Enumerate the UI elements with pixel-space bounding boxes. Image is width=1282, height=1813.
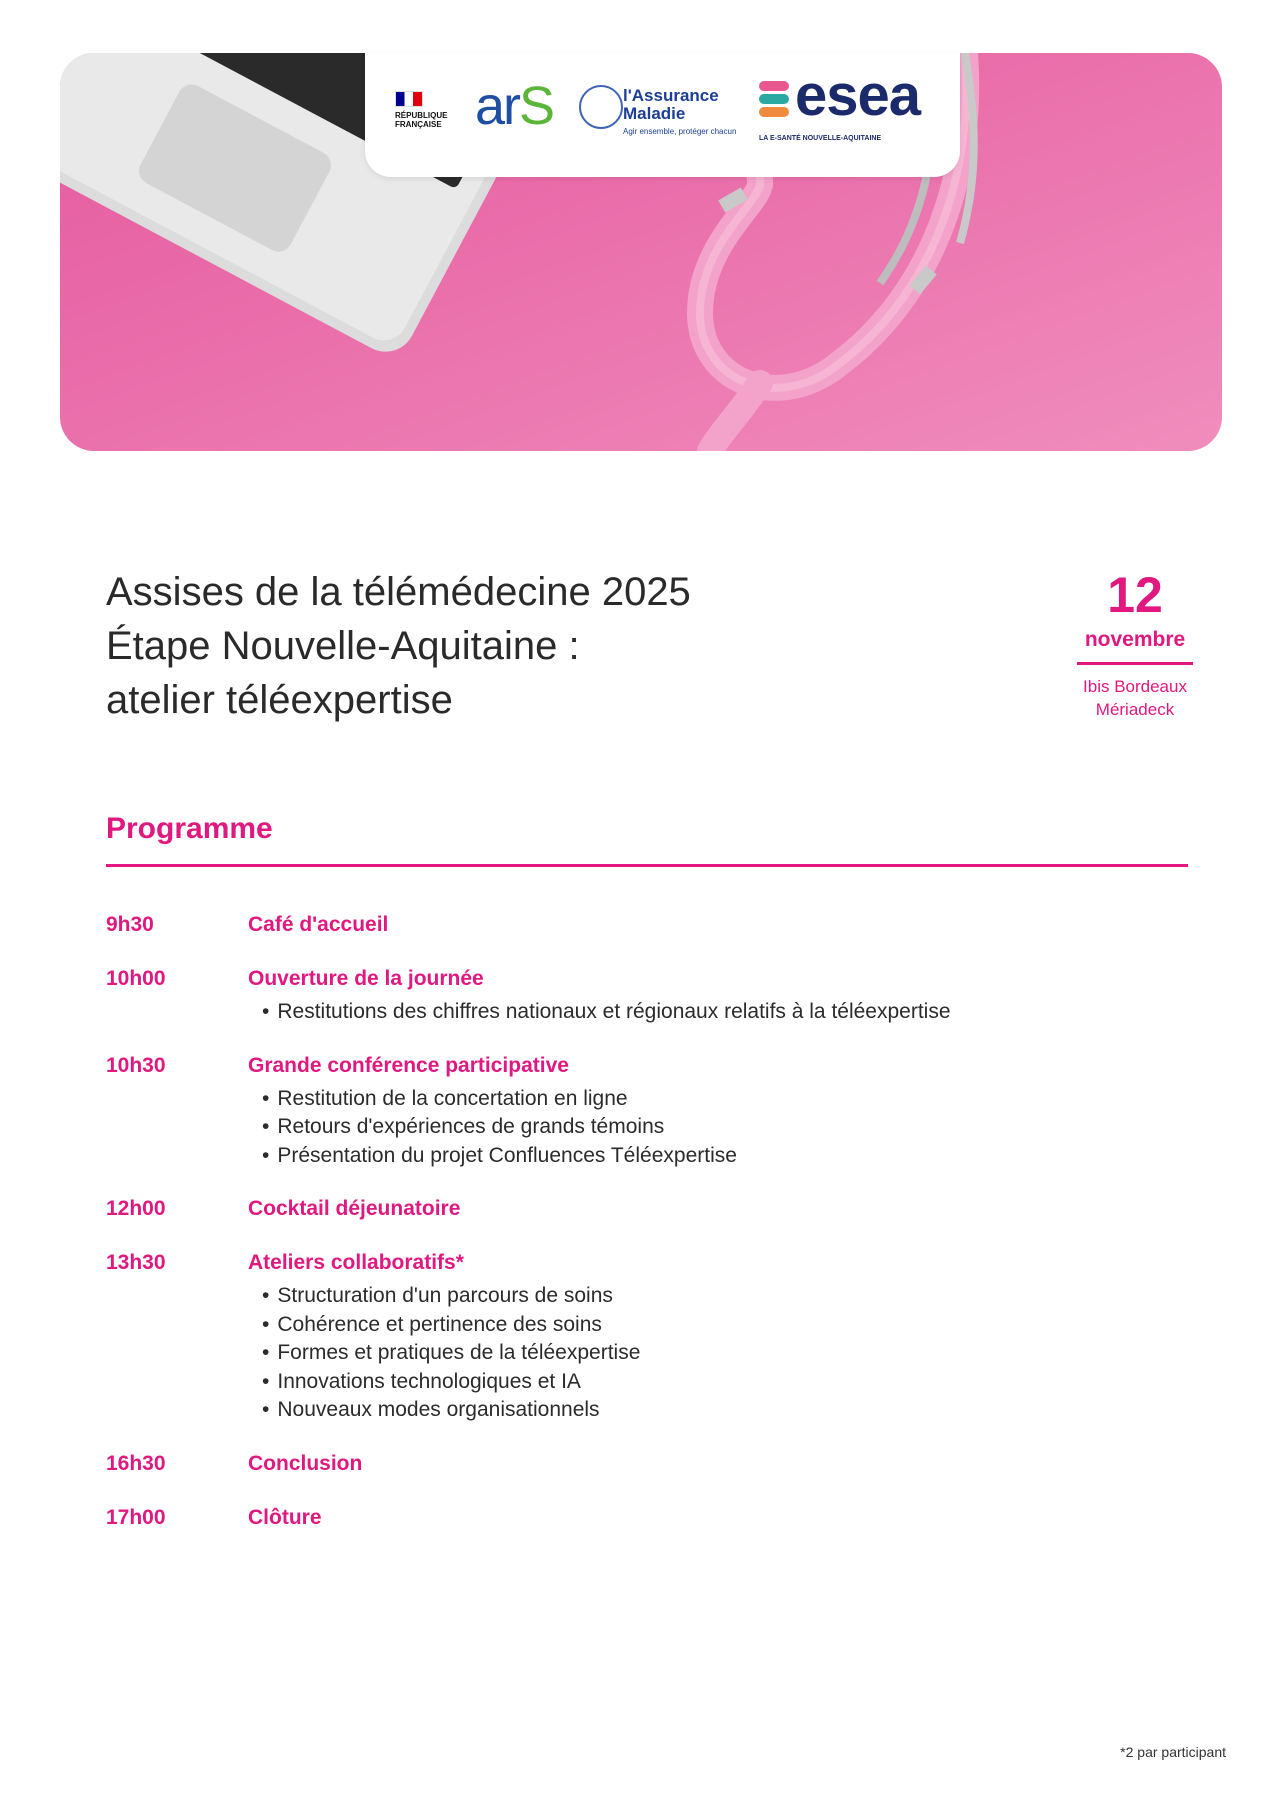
- session-title: Cocktail déjeunatoire: [248, 1197, 461, 1220]
- session-item: • Présentation du projet Confluences Téléexpertise: [248, 1142, 1206, 1171]
- session-item: • Restitutions des chiffres nationaux et régionaux relatifs à la téléexpertise: [248, 998, 1206, 1027]
- title-line-1: Assises de la télémédecine 2025: [106, 570, 691, 614]
- assurance-maladie-line2: Maladie: [623, 104, 686, 123]
- session-time: 17h00: [106, 1505, 166, 1529]
- event-day: 12: [1107, 567, 1163, 623]
- session-item: • Innovations technologiques et IA: [248, 1368, 1206, 1397]
- session-items-list: [248, 1085, 1206, 1171]
- session-title: Ateliers collaboratifs*: [248, 1251, 464, 1274]
- programme-divider: [106, 864, 1188, 867]
- session-item: • Formes et pratiques de la téléexpertise: [248, 1339, 1206, 1368]
- programme-heading: Programme: [106, 812, 273, 845]
- session-time: 13h30: [106, 1251, 166, 1274]
- date-divider: [1077, 662, 1193, 665]
- session-items-list: [248, 998, 1206, 1027]
- event-date-venue: [1040, 568, 1230, 721]
- session-title: Grande conférence participative: [248, 1053, 569, 1077]
- session-time: 12h00: [106, 1197, 166, 1220]
- assurance-maladie-line1: l'Assurance: [623, 86, 719, 105]
- programme-session: [106, 1248, 1206, 1425]
- session-time: 16h30: [106, 1451, 166, 1475]
- footnote: *2 par participant: [1120, 1744, 1226, 1760]
- session-time: 9h30: [106, 913, 154, 936]
- programme-session: [106, 1194, 1206, 1224]
- title-line-3: atelier téléexpertise: [106, 678, 453, 722]
- programme-schedule: [106, 910, 1206, 1557]
- venue-line-1: Ibis Bordeaux: [1083, 677, 1187, 696]
- assurance-maladie-emblem-icon: [579, 85, 623, 129]
- venue-line-2: Mériadeck: [1095, 700, 1175, 719]
- programme-session: [106, 910, 1206, 940]
- title-line-2: Étape Nouvelle-Aquitaine :: [106, 624, 580, 668]
- esea-waves-icon: [759, 81, 789, 129]
- programme-session: [106, 1449, 1206, 1479]
- session-time: 10h30: [106, 1053, 166, 1077]
- programme-session: [106, 964, 1206, 1027]
- republique-francaise-text: RÉPUBLIQUE FRANÇAISE: [395, 111, 448, 129]
- programme-session: [106, 1051, 1206, 1171]
- session-item: • Structuration d'un parcours de soins: [248, 1282, 1206, 1311]
- session-title: Ouverture de la journée: [248, 967, 484, 990]
- assurance-maladie-tagline: Agir ensemble, protéger chacun: [623, 127, 737, 136]
- session-item: • Retours d'expériences de grands témoins: [248, 1113, 1206, 1142]
- partner-logos-bar: [365, 53, 960, 177]
- session-item: • Nouveaux modes organisationnels: [248, 1396, 1206, 1425]
- ars-logo: arS: [475, 76, 554, 136]
- session-title: Clôture: [248, 1505, 322, 1529]
- tricolor-flag-icon: [395, 91, 423, 107]
- session-time: 10h00: [106, 967, 166, 990]
- session-item: • Restitution de la concertation en ligne: [248, 1085, 1206, 1114]
- esea-wordmark: esea: [795, 63, 921, 128]
- session-item: • Cohérence et pertinence des soins: [248, 1311, 1206, 1340]
- session-items-list: [248, 1282, 1206, 1425]
- esea-tagline: LA E-SANTÉ NOUVELLE-AQUITAINE: [759, 135, 882, 142]
- programme-session: [106, 1503, 1206, 1533]
- session-title: Conclusion: [248, 1451, 363, 1475]
- event-month: novembre: [1084, 628, 1186, 651]
- session-title: Café d'accueil: [248, 913, 389, 936]
- page-title: [106, 565, 866, 727]
- republique-francaise-logo: [395, 91, 455, 129]
